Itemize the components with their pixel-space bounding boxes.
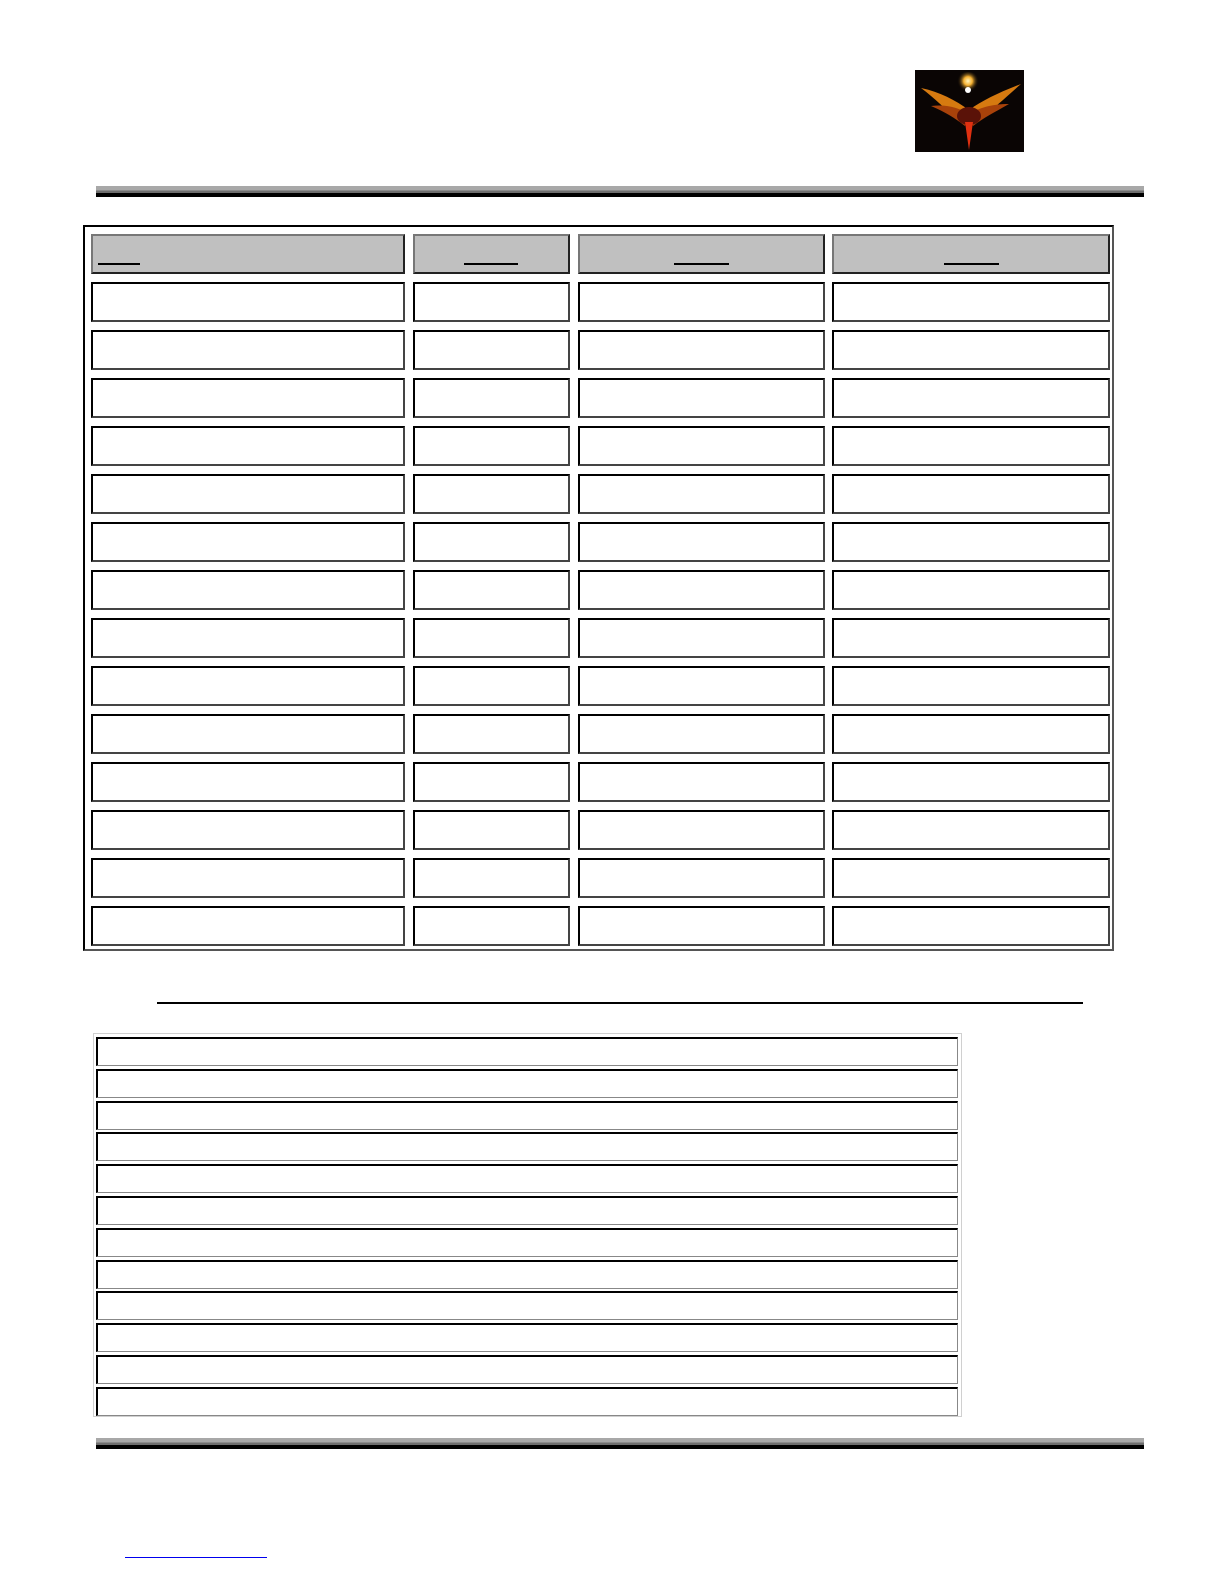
notes-line[interactable] [96,1069,958,1098]
table-header-cell [413,234,570,274]
table-header-cell [578,234,825,274]
table-cell[interactable] [413,810,570,850]
notes-line[interactable] [96,1387,958,1416]
notes-line[interactable] [96,1291,958,1320]
table-cell[interactable] [578,618,825,658]
notes-line[interactable] [96,1037,958,1066]
notes-line[interactable] [96,1164,958,1193]
table-cell[interactable] [578,378,825,418]
header-rule [96,186,1144,197]
table-cell[interactable] [413,858,570,898]
header-underline [944,263,999,265]
table-cell[interactable] [832,522,1110,562]
table-cell[interactable] [413,570,570,610]
notes-line[interactable] [96,1260,958,1289]
table-header-cell [832,234,1110,274]
phoenix-logo-icon [915,70,1024,152]
notes-line[interactable] [96,1132,958,1161]
table-cell[interactable] [578,330,825,370]
table-cell[interactable] [413,282,570,322]
header-underline [98,263,140,265]
table-cell[interactable] [578,666,825,706]
table-cell[interactable] [832,378,1110,418]
table-cell[interactable] [832,762,1110,802]
table-cell[interactable] [91,762,405,802]
notes-line[interactable] [96,1228,958,1257]
table-cell[interactable] [91,714,405,754]
table-cell[interactable] [91,378,405,418]
table-cell[interactable] [578,714,825,754]
table-cell[interactable] [413,522,570,562]
table-cell[interactable] [413,666,570,706]
table-cell[interactable] [832,282,1110,322]
table-cell[interactable] [832,714,1110,754]
table-cell[interactable] [832,858,1110,898]
table-cell[interactable] [413,906,570,946]
header-underline [464,263,518,265]
table-cell[interactable] [832,906,1110,946]
table-cell[interactable] [91,858,405,898]
table-cell[interactable] [832,570,1110,610]
phoenix-logo [915,70,1024,152]
table-cell[interactable] [578,810,825,850]
table-cell[interactable] [832,330,1110,370]
table-cell[interactable] [578,522,825,562]
table-cell[interactable] [832,810,1110,850]
table-cell[interactable] [413,426,570,466]
table-cell[interactable] [413,378,570,418]
section-divider [157,1002,1083,1004]
table-cell[interactable] [91,426,405,466]
table-cell[interactable] [413,714,570,754]
notes-line[interactable] [96,1101,958,1130]
table-header-cell [91,234,405,274]
table-cell[interactable] [91,474,405,514]
table-cell[interactable] [578,570,825,610]
table-cell[interactable] [832,426,1110,466]
table-cell[interactable] [91,330,405,370]
footer-link[interactable] [125,1557,267,1558]
table-cell[interactable] [578,474,825,514]
table-cell[interactable] [413,762,570,802]
notes-line[interactable] [96,1323,958,1352]
table-cell[interactable] [91,906,405,946]
table-cell[interactable] [413,330,570,370]
table-cell[interactable] [832,474,1110,514]
table-cell[interactable] [91,810,405,850]
table-cell[interactable] [578,762,825,802]
notes-line[interactable] [96,1196,958,1225]
table-cell[interactable] [578,282,825,322]
table-cell[interactable] [578,906,825,946]
table-cell[interactable] [91,666,405,706]
table-cell[interactable] [413,474,570,514]
table-cell[interactable] [413,618,570,658]
table-cell[interactable] [578,426,825,466]
table-cell[interactable] [91,570,405,610]
table-cell[interactable] [832,666,1110,706]
table-cell[interactable] [91,522,405,562]
table-cell[interactable] [91,618,405,658]
notes-line[interactable] [96,1355,958,1384]
table-cell[interactable] [832,618,1110,658]
header-underline [674,263,729,265]
table-cell[interactable] [91,282,405,322]
table-cell[interactable] [578,858,825,898]
footer-rule [96,1438,1144,1449]
